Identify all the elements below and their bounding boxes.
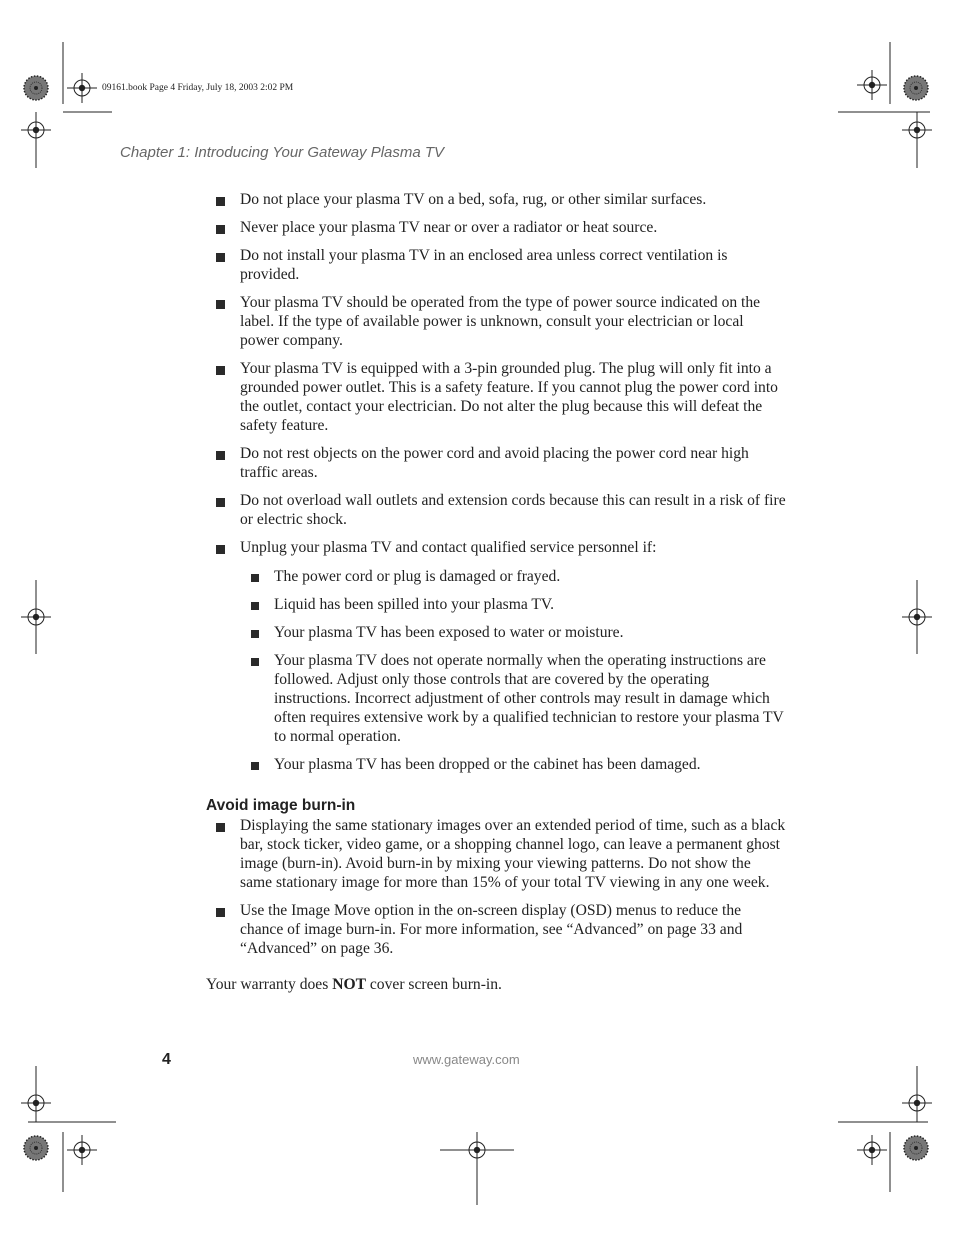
color-bar-mark [24, 1136, 48, 1160]
print-slug: 09161.book Page 4 Friday, July 18, 2003 2:02 PM [102, 83, 294, 93]
square-bullet-icon [216, 823, 225, 832]
square-bullet-icon [216, 225, 225, 234]
emphasis-text: NOT [332, 976, 366, 993]
registration-mark [857, 70, 887, 100]
list-item: Do not rest objects on the power cord and avoid placing the power cord near high traffic areas. [206, 444, 786, 482]
square-bullet-icon [216, 545, 225, 554]
registration-mark [67, 73, 97, 103]
list-item: Your plasma TV is equipped with a 3-pin grounded plug. The plug will only fit into a grounded power outlet. This is a safety feature. If you cannot plug the power cord into the outlet, contact your electrician. Do not alter the plug because this will defeat the safety feature. [206, 359, 786, 435]
sub-list-item: Your plasma TV has been dropped or the cabinet has been damaged. [240, 755, 786, 774]
square-bullet-icon [216, 197, 225, 206]
square-bullet-icon [251, 602, 259, 610]
sub-list-item: The power cord or plug is damaged or frayed. [240, 567, 786, 586]
list-item: Unplug your plasma TV and contact qualified service personnel if: The power cord or plug is damaged or frayed. Liquid has been spilled into your plasma TV. Your plasma TV has been exposed to water or moisture. Your plasma TV does not operate normally when the operating instructions are followed. Adjust only those controls that are covered by the operating instructions. Incorrect adjustment of other controls may result in damage which often requires extensive work by a qualified technician to restore your plasma TV to normal operation. Your plasma TV has been dropped or the cabinet has been damaged. [206, 538, 786, 774]
registration-mark [857, 1135, 887, 1165]
sub-list-item: Your plasma TV does not operate normally when the operating instructions are followed. Adjust only those controls that are covered by the operating instructions. Incorrect adjustment of other controls may result in damage which often requires extensive work by a qualified technician to restore your plasma TV to normal operation. [240, 651, 786, 746]
square-bullet-icon [216, 908, 225, 917]
footer-url: www.gateway.com [413, 1052, 520, 1067]
list-item: Do not install your plasma TV in an enclosed area unless correct ventilation is provided. [206, 246, 786, 284]
list-item: Do not place your plasma TV on a bed, sofa, rug, or other similar surfaces. [206, 190, 786, 209]
running-head: Chapter 1: Introducing Your Gateway Plasma TV [120, 144, 445, 161]
warranty-note: Your warranty does NOT cover screen burn-in. [206, 976, 502, 993]
square-bullet-icon [251, 658, 259, 666]
list-item: Your plasma TV should be operated from the type of power source indicated on the label. If the type of available power is unknown, consult your electrician or local power company. [206, 293, 786, 350]
registration-mark [67, 1135, 97, 1165]
square-bullet-icon [216, 498, 225, 507]
list-item: Do not overload wall outlets and extension cords because this can result in a risk of fire or electric shock. [206, 491, 786, 529]
list-item: Never place your plasma TV near or over a radiator or heat source. [206, 218, 786, 237]
list-item: Displaying the same stationary images over an extended period of time, such as a black bar, stock ticker, video game, or a shopping channel logo, can leave a permanent ghost image (burn-in). Avoid burn-in by mixing your viewing patterns. Do not show the same stationary image for more than 15% of your total TV viewing in any one week. [206, 816, 786, 892]
color-bar-mark [904, 1136, 928, 1160]
color-bar-mark [904, 76, 928, 100]
service-conditions-list [240, 567, 786, 774]
list-item: Use the Image Move option in the on-screen display (OSD) menus to reduce the chance of image burn-in. For more information, see “Advanced” on page 33 and “Advanced” on page 36. [206, 901, 786, 958]
square-bullet-icon [216, 366, 225, 375]
square-bullet-icon [251, 762, 259, 770]
color-bar-mark [24, 76, 48, 100]
square-bullet-icon [251, 630, 259, 638]
square-bullet-icon [216, 451, 225, 460]
section-heading: Avoid image burn-in [206, 797, 356, 814]
square-bullet-icon [251, 574, 259, 582]
sub-list-item: Liquid has been spilled into your plasma TV. [240, 595, 786, 614]
burnin-list [206, 816, 786, 958]
sub-list-item: Your plasma TV has been exposed to water or moisture. [240, 623, 786, 642]
page-number: 4 [162, 1051, 171, 1068]
square-bullet-icon [216, 253, 225, 262]
safety-list [206, 190, 786, 774]
main-content [206, 190, 786, 994]
square-bullet-icon [216, 300, 225, 309]
